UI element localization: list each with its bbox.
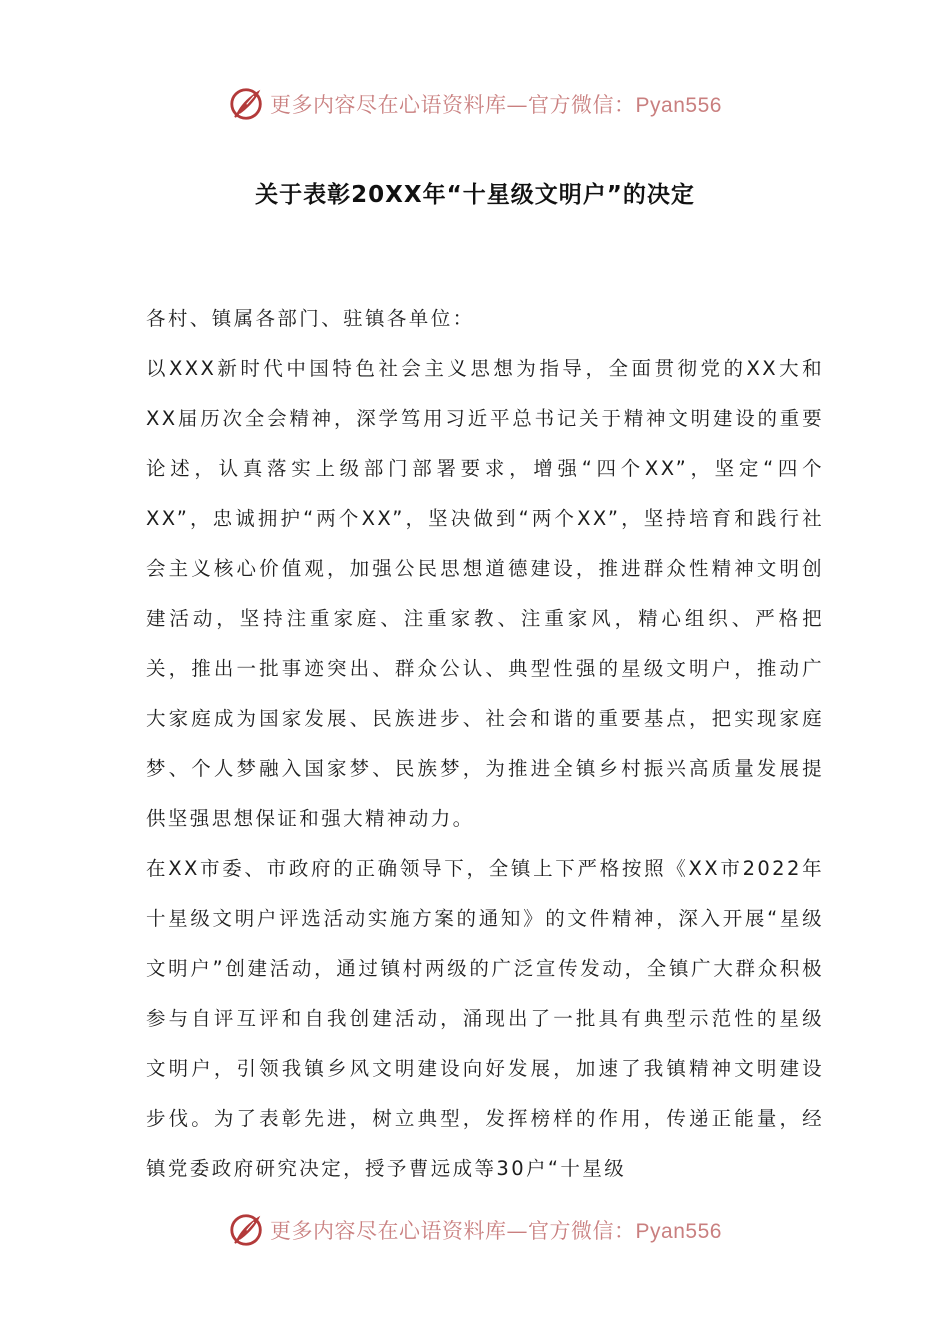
watermark-wechat-id: Pyan556: [635, 94, 722, 117]
salutation: 各村、镇属各部门、驻镇各单位：: [146, 307, 475, 330]
document-body: [146, 294, 824, 1194]
watermark-wechat-id: Pyan556: [635, 1220, 722, 1243]
quill-logo-icon: [228, 1211, 266, 1249]
watermark-text: [270, 89, 722, 119]
watermark-label: 更多内容尽在心语资料库—官方微信：: [270, 93, 636, 117]
quill-logo-icon: [228, 85, 266, 123]
header-watermark-banner: [0, 82, 950, 126]
watermark-label: 更多内容尽在心语资料库—官方微信：: [270, 1219, 636, 1243]
body-paragraph: 在XX市委、市政府的正确领导下，全镇上下严格按照《XX市2022年十星级文明户评选活动实施方案的通知》的文件精神，深入开展“星级文明户”创建活动，通过镇村两级的广泛宣传发动，全镇广大群众积极参与自评互评和自我创建活动，涌现出了一批具有典型示范性的星级文明户，引领我镇乡风文明建设向好发展，加速了我镇精神文明建设步伐。为了表彰先进，树立典型，发挥榜样的作用，传递正能量，经镇党委政府研究决定，授予曹远成等30户“十星级: [146, 857, 824, 1180]
body-paragraph: 以XXX新时代中国特色社会主义思想为指导，全面贯彻党的XX大和XX届历次全会精神，深学笃用习近平总书记关于精神文明建设的重要论述，认真落实上级部门部署要求，增强“四个XX”，坚定“四个XX”，忠诚拥护“两个XX”，坚决做到“两个XX”，坚持培育和践行社会主义核心价值观，加强公民思想道德建设，推进群众性精神文明创建活动，坚持注重家庭、注重家教、注重家风，精心组织、严格把关，推出一批事迹突出、群众公认、典型性强的星级文明户，推动广大家庭成为国家发展、民族进步、社会和谐的重要基点，把实现家庭梦、个人梦融入国家梦、民族梦，为推进全镇乡村振兴高质量发展提供坚强思想保证和强大精神动力。: [146, 357, 824, 830]
footer-watermark-banner: [0, 1208, 950, 1252]
document-title: 关于表彰20XX年“十星级文明户”的决定: [255, 182, 695, 208]
watermark-text: [270, 1215, 722, 1245]
